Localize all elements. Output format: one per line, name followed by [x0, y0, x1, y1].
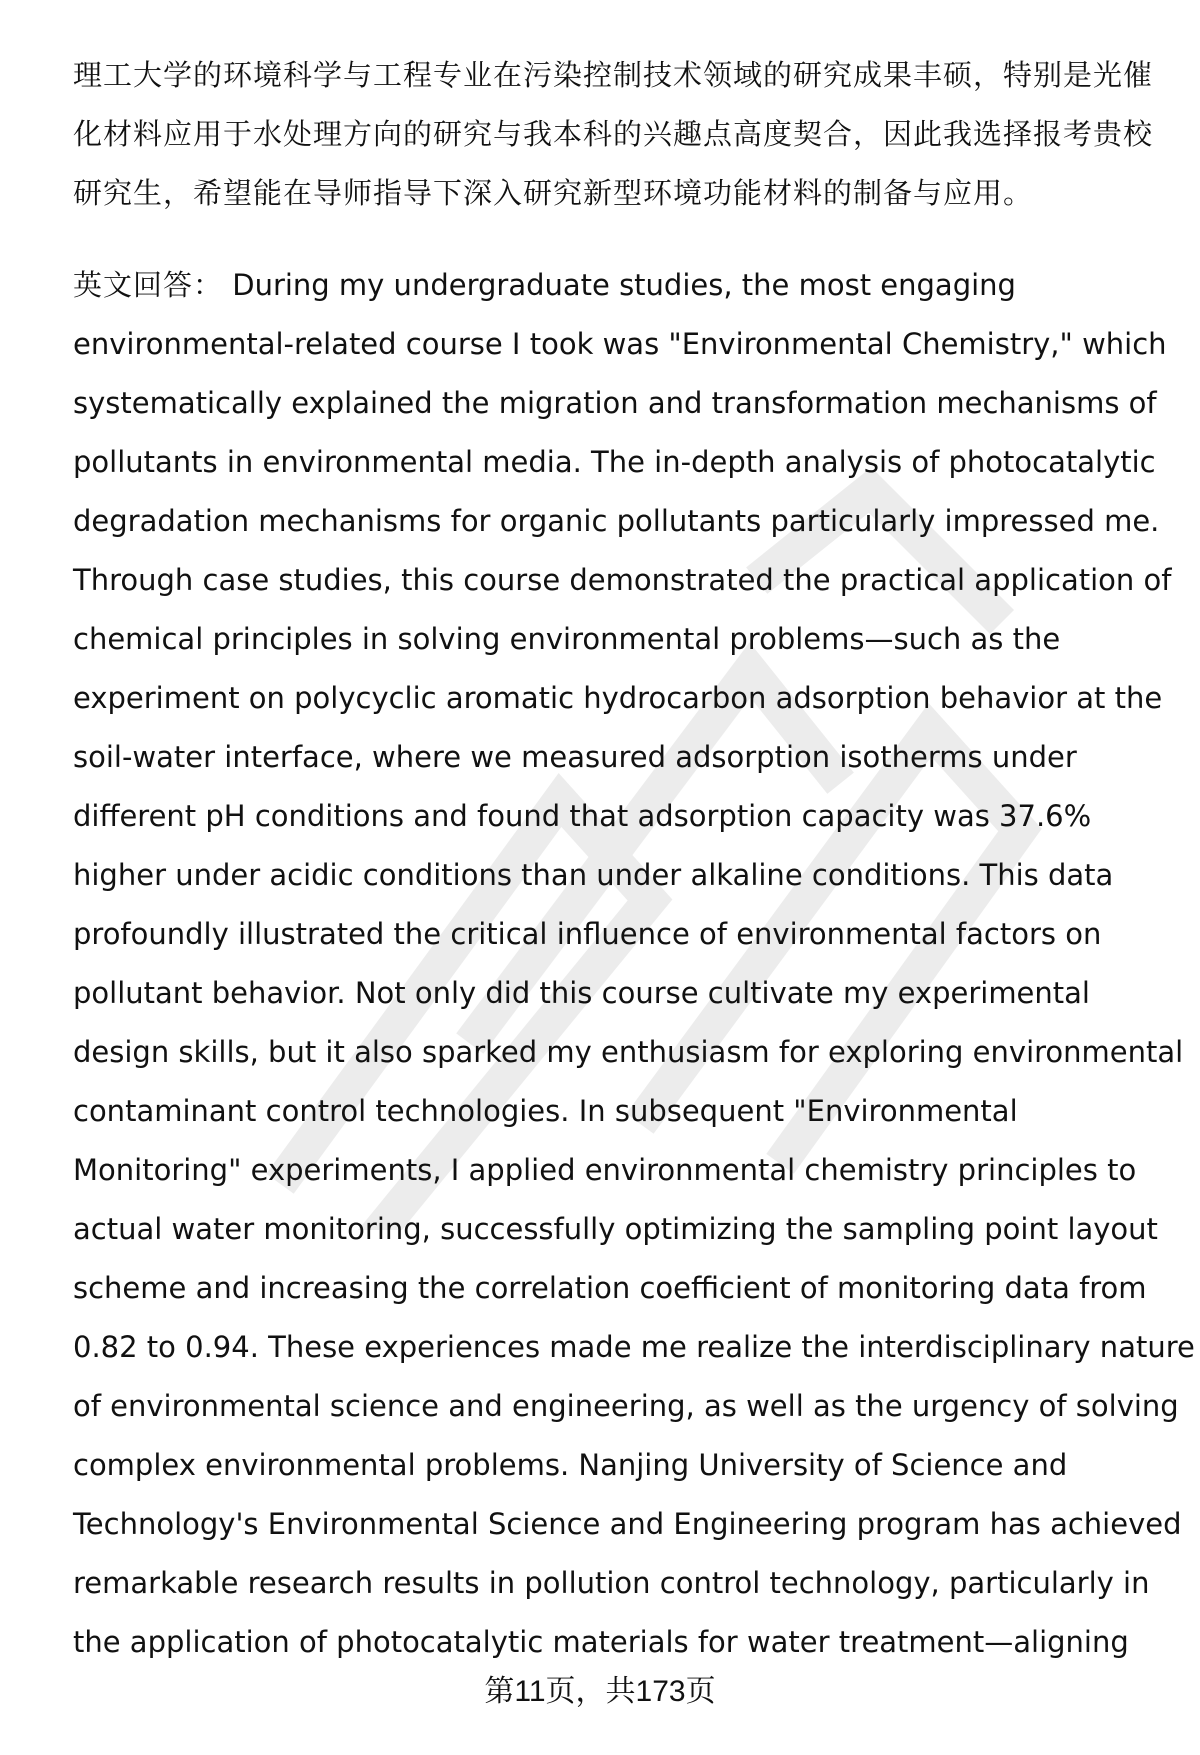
- english-answer-line: profoundly illustrated the critical influence of environmental factors on: [73, 917, 1102, 951]
- english-answer-line: soil-water interface, where we measured adsorption isotherms under: [73, 740, 1077, 774]
- english-answer-label: 英文回答：: [73, 268, 224, 302]
- english-answer-line: scheme and increasing the correlation coefficient of monitoring data from: [73, 1271, 1147, 1305]
- english-answer-line: experiment on polycyclic aromatic hydrocarbon adsorption behavior at the: [73, 681, 1163, 715]
- english-answer-line: Through case studies, this course demonstrated the practical application of: [73, 563, 1172, 597]
- english-answer-line: the application of photocatalytic materials for water treatment—aligning: [73, 1625, 1129, 1659]
- page-indicator: 第11页，共173页: [484, 1675, 716, 1708]
- english-answer-line: design skills, but it also sparked my enthusiasm for exploring environmental: [73, 1035, 1184, 1069]
- english-answer-line: degradation mechanisms for organic pollutants particularly impressed me.: [73, 504, 1160, 538]
- english-answer-line: remarkable research results in pollution control technology, particularly in: [73, 1566, 1150, 1600]
- english-answer-line: Technology's Environmental Science and Engineering program has achieved: [73, 1507, 1182, 1541]
- english-answer-first-line: [73, 265, 1016, 305]
- english-answer-line: pollutant behavior. Not only did this course cultivate my experimental: [73, 976, 1090, 1010]
- english-answer-line: actual water monitoring, successfully optimizing the sampling point layout: [73, 1212, 1158, 1246]
- intro-line: 化材料应用于水处理方向的研究与我本科的兴趣点高度契合，因此我选择报考贵校: [73, 117, 1154, 151]
- english-answer-line: complex environmental problems. Nanjing University of Science and: [73, 1448, 1068, 1482]
- english-answer-line: of environmental science and engineering, as well as the urgency of solving: [73, 1389, 1179, 1423]
- english-answer-line: Monitoring" experiments, I applied environmental chemistry principles to: [73, 1153, 1137, 1187]
- english-answer-line: environmental-related course I took was "Environmental Chemistry," which: [73, 327, 1167, 361]
- english-answer-text: During my undergraduate studies, the most engaging: [223, 268, 1016, 302]
- english-answer-line: higher under acidic conditions than under alkaline conditions. This data: [73, 858, 1114, 892]
- intro-line: 研究生，希望能在导师指导下深入研究新型环境功能材料的制备与应用。: [73, 176, 1034, 210]
- english-answer-line: different pH conditions and found that adsorption capacity was 37.6%: [73, 799, 1092, 833]
- english-answer-line: contaminant control technologies. In subsequent "Environmental: [73, 1094, 1018, 1128]
- english-answer-line: systematically explained the migration and transformation mechanisms of: [73, 386, 1157, 420]
- english-answer-line: pollutants in environmental media. The in-depth analysis of photocatalytic: [73, 445, 1156, 479]
- english-answer-line: chemical principles in solving environmental problems—such as the: [73, 622, 1061, 656]
- intro-line: 理工大学的环境科学与工程专业在污染控制技术领域的研究成果丰硕，特别是光催: [73, 58, 1154, 92]
- english-answer-line: 0.82 to 0.94. These experiences made me realize the interdisciplinary nature: [73, 1330, 1195, 1364]
